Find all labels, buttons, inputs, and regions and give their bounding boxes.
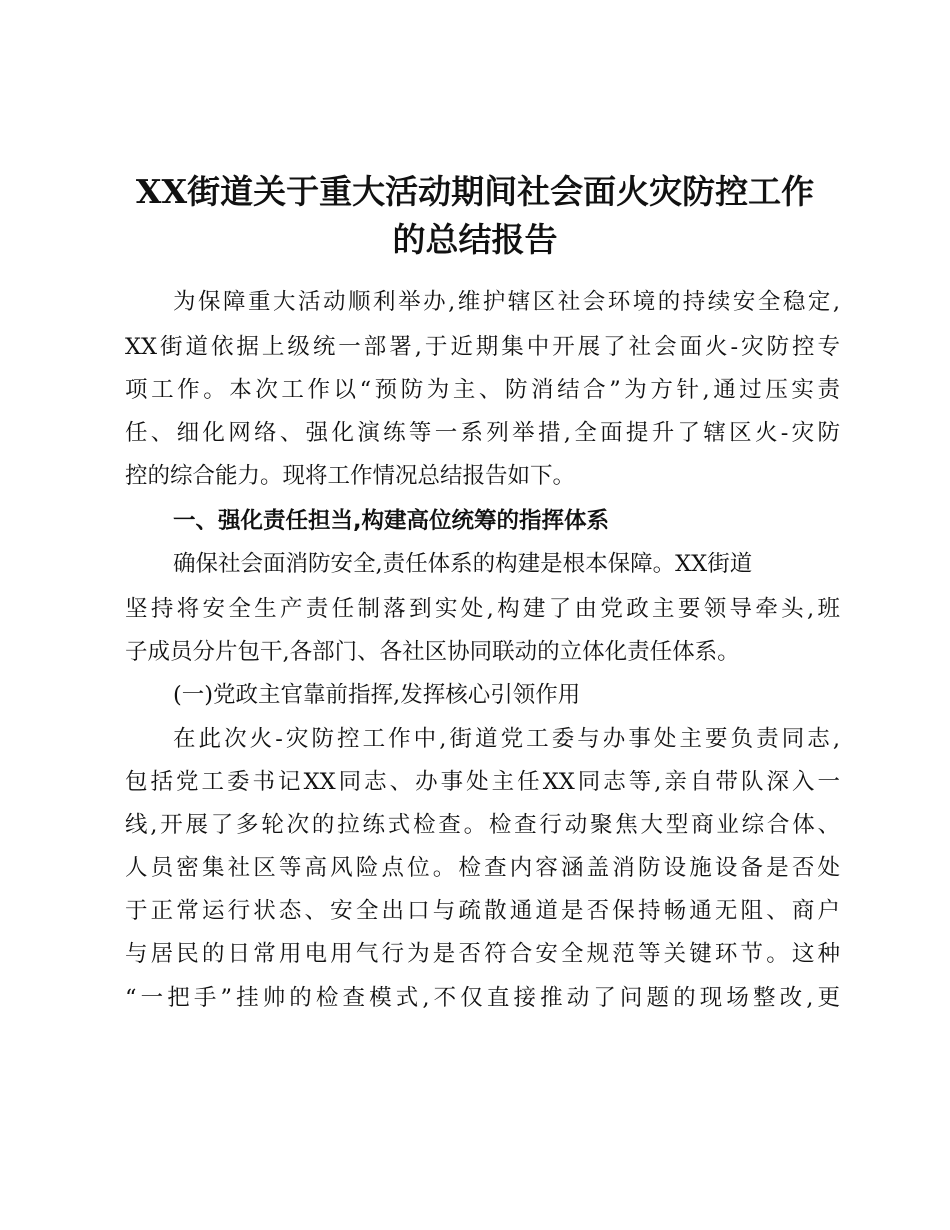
document-title-line-2: 的总结报告: [392, 220, 558, 259]
paragraph-2-line-1: 确保社会面消防安全,责任体系的构建是根本保障。XX街道: [173, 551, 753, 577]
document-title-line-1: XX街道关于重大活动期间社会面火灾防控工作: [135, 172, 815, 211]
paragraph-3-line-7: “一把手”挂帅的检查模式,不仅直接推动了问题的现场整改,更: [125, 985, 840, 1011]
paragraph-3-line-6: 与居民的日常用电用气行为是否符合安全规范等关键环节。这种: [125, 941, 840, 967]
paragraph-3-line-4: 人员密集社区等高风险点位。检查内容涵盖消防设施设备是否处: [125, 855, 840, 881]
section-1-heading: 一、强化责任担当,构建高位统筹的指挥体系: [173, 508, 610, 534]
paragraph-1-line-1: 为保障重大活动顺利举办,维护辖区社会环境的持续安全稳定,: [173, 289, 840, 315]
paragraph-2-line-3: 子成员分片包干,各部门、各社区协同联动的立体化责任体系。: [125, 639, 740, 665]
paragraph-2-line-2: 坚持将安全生产责任制落到实处,构建了由党政主要领导牵头,班: [125, 596, 840, 622]
paragraph-1-line-5: 控的综合能力。现将工作情况总结报告如下。: [125, 463, 576, 489]
paragraph-1-line-3: 项工作。本次工作以“预防为主、防消结合”为方针,通过压实责: [125, 377, 840, 403]
paragraph-3-line-5: 于正常运行状态、安全出口与疏散通道是否保持畅通无阻、商户: [125, 898, 840, 924]
paragraph-3-line-2: 包括党工委书记XX同志、办事处主任XX同志等,亲自带队深入一: [125, 769, 840, 795]
paragraph-1-line-4: 任、细化网络、强化演练等一系列举措,全面提升了辖区火-灾防: [125, 420, 840, 446]
paragraph-3-line-3: 线,开展了多轮次的拉练式检查。检查行动聚焦大型商业综合体、: [125, 812, 840, 838]
paragraph-3-line-1: 在此次火-灾防控工作中,街道党工委与办事处主要负责同志,: [173, 726, 840, 752]
paragraph-1-line-2: XX街道依据上级统一部署,于近期集中开展了社会面火-灾防控专: [125, 334, 840, 360]
subsection-1-heading: (一)党政主官靠前指挥,发挥核心引领作用: [173, 682, 581, 708]
